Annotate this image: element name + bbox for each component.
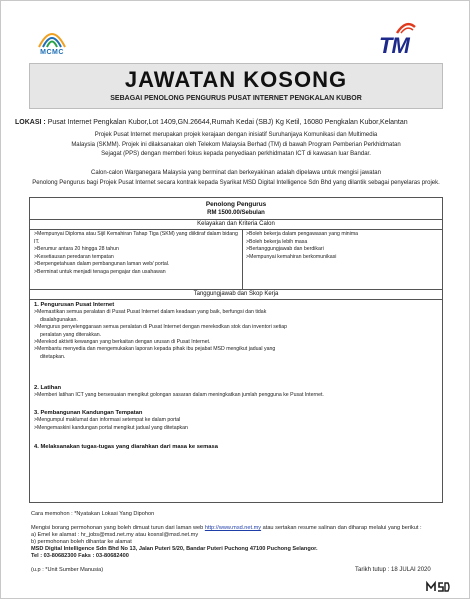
criteria-item: >Kesetiausan peredaran tempatan bbox=[34, 253, 114, 260]
page-subtitle: SEBAGAI PENOLONG PENGURUS PUSAT INTERNET PENGKALAN KUBOR bbox=[110, 95, 362, 102]
intro-line: Sejagat (PPS) dengan memberi fokus kepada penyediaan perkhidmatan ICT di kawasan luar Bandar. bbox=[101, 151, 371, 157]
duty-line: >Merekod aktiviti kewangan yang berkaitan dengan urusan di Pusat Internet. bbox=[34, 339, 211, 346]
location-label: LOKASI : bbox=[15, 119, 46, 126]
criteria-item: >Berpengetahuan dalam pembangunan laman web/ portal. bbox=[34, 261, 170, 268]
how-to-apply: Cara memohon : *Nyatakan Lokasi Yang Dipohon bbox=[31, 511, 155, 517]
apply-text: atau sertakan resume salinan dan diharap melalui yang berikut : bbox=[261, 525, 422, 531]
attention-line: (u.p : *Unit Sumber Manusia) bbox=[31, 567, 104, 573]
invitation-line: Penolong Pengurus bagi Projek Pusat Internet secara kontrak kepada Syarikat MSD Digital Intelligence Sdn Bhd yang dilantik sebagai penyelaras projek. bbox=[32, 179, 440, 186]
duty-line: >Mengemaskini kandungan portal mengikut jadual yang ditetapkan bbox=[34, 424, 188, 431]
duty-line: >Mengurus penyelenggaraan semua peralatan di Pusat Internet dengan merekodkan stok dan inventori setiap bbox=[34, 324, 288, 331]
duty-section-3 bbox=[34, 410, 188, 432]
criteria-item: IT. bbox=[34, 238, 40, 245]
mcmc-logo-text: MCMC bbox=[40, 49, 64, 56]
criteria-item: >Mempunyai kemahiran berkomunikasi bbox=[246, 253, 337, 260]
duty-section-4 bbox=[34, 444, 218, 451]
duty-line: >Memastikan semua peralatan di Pusat Pusat Internet dalam keadaan yang baik, berfungsi dan tidak bbox=[34, 309, 267, 316]
duty-heading: 4. Melaksanakan tugas-tugas yang diarahkan dari masa ke semasa bbox=[34, 444, 218, 450]
duty-line: ditetapkan. bbox=[40, 353, 66, 360]
duty-section-1 bbox=[34, 302, 287, 361]
tm-logo-text: TM bbox=[379, 33, 409, 58]
duties-header: Tanggungjawab dan Skop Kerja bbox=[193, 291, 279, 297]
criteria-item: >Berminat untuk menjadi tenaga pengajar dan usahawan bbox=[34, 268, 166, 275]
invitation-line: Calon-calon Warganegara Malaysia yang berminat dan berkeyakinan adalah dipelawa untuk mengisi jawatan bbox=[91, 170, 381, 176]
job-table bbox=[29, 197, 443, 503]
intro-line: Projek Pusat Internet merupakan projek kerajaan dengan inisiatif Suruhanjaya Komunikasi dan Multimedia bbox=[94, 132, 378, 138]
table-divider bbox=[30, 289, 442, 290]
duty-line: disalahgunakan. bbox=[40, 316, 78, 323]
table-divider bbox=[30, 299, 442, 300]
duty-section-2 bbox=[34, 385, 324, 400]
duty-heading: 1. Pengurusan Pusat Internet bbox=[34, 302, 115, 308]
salary: RM 1500.00/Sebulan bbox=[207, 210, 265, 216]
criteria-item: >Boleh bekerja dalam pengawasan yang minima bbox=[246, 231, 359, 237]
criteria-header: Kelayakan dan Kriteria Calon bbox=[197, 221, 275, 227]
column-divider bbox=[242, 229, 243, 289]
criteria-item: >Mempunyai Diploma atau Sijil Kemahiran Tahap Tiga (SKM) yang diiktiraf dalam bidang bbox=[34, 231, 238, 237]
criteria-left-list bbox=[34, 231, 240, 277]
location-line bbox=[15, 119, 465, 126]
duty-heading: 3. Pembangunan Kandungan Tempatan bbox=[34, 410, 143, 416]
criteria-item: >Boleh bekerja lebih masa bbox=[246, 238, 308, 245]
invitation-paragraph bbox=[21, 169, 451, 188]
criteria-item: >Berumur antara 20 hingga 28 tahun bbox=[34, 246, 119, 253]
email-line: a) Emel ke alamat : hr_jobs@msd.net.my atau kosnsl@msd.net.my bbox=[31, 532, 199, 538]
post-line: b) permohonan boleh dihantar ke alamat bbox=[31, 539, 132, 545]
criteria-item: >Bertanggungjawab dan berdikari bbox=[246, 246, 324, 253]
criteria-right-list bbox=[246, 231, 440, 261]
duty-heading: 2. Latihan bbox=[34, 385, 62, 391]
duty-line: peralatan yang diterakkan. bbox=[40, 331, 102, 338]
msd-logo bbox=[425, 579, 451, 591]
closing-date: Tarikh tutup : 18 JULAI 2020 bbox=[355, 567, 431, 573]
company-address: MSD Digital Intelligence Sdn Bhd No 13, Jalan Puteri 5/20, Bandar Puteri Puchong 47100 Puchong Selangor. bbox=[31, 546, 318, 552]
location-text: Pusat Internet Pengkalan Kubor,Lot 1409,GN.26644,Rumah Kedai (SBJ) Kg Ketil, 16080 Pengkalan Kubor,Kelantan bbox=[47, 119, 408, 126]
mcmc-logo bbox=[29, 23, 75, 59]
tm-logo bbox=[377, 21, 433, 57]
website-link[interactable]: http://www.msd.net.my bbox=[204, 525, 262, 531]
msd-logo-icon bbox=[425, 580, 451, 592]
intro-line: Malaysia (SKMM). Projek ini dilaksanakan oleh Telekom Malaysia Berhad (TM) di bawah Program Pemberian Perkhidmatan bbox=[71, 141, 401, 148]
title-banner bbox=[29, 63, 443, 109]
table-divider bbox=[30, 219, 442, 220]
apply-text: Mengisi borang permohonan yang boleh dimuat turun dari laman web bbox=[31, 525, 205, 531]
duty-line: >Memberi latihan ICT yang bersesuaian mengikut golongan sasaran dalam meningkatkan jumlah pengguna ke Pusat Internet. bbox=[34, 392, 324, 399]
position-name: Penolong Pengurus bbox=[205, 201, 267, 208]
duty-line: >Mengumpul maklumat dan informasi setempat ke dalam portal bbox=[34, 417, 181, 424]
table-divider bbox=[30, 229, 442, 230]
company-contact: Tel : 03-80682300 Faks : 03-80682400 bbox=[31, 553, 129, 559]
page-title: JAWATAN KOSONG bbox=[124, 67, 348, 92]
intro-paragraph bbox=[21, 131, 451, 160]
mcmc-logo-icon bbox=[35, 23, 69, 49]
duty-line: >Membantu menyedia dan mengemukakan laporan kepada pihak ibu pejabat MSD mengikut jadual yang bbox=[34, 346, 276, 353]
